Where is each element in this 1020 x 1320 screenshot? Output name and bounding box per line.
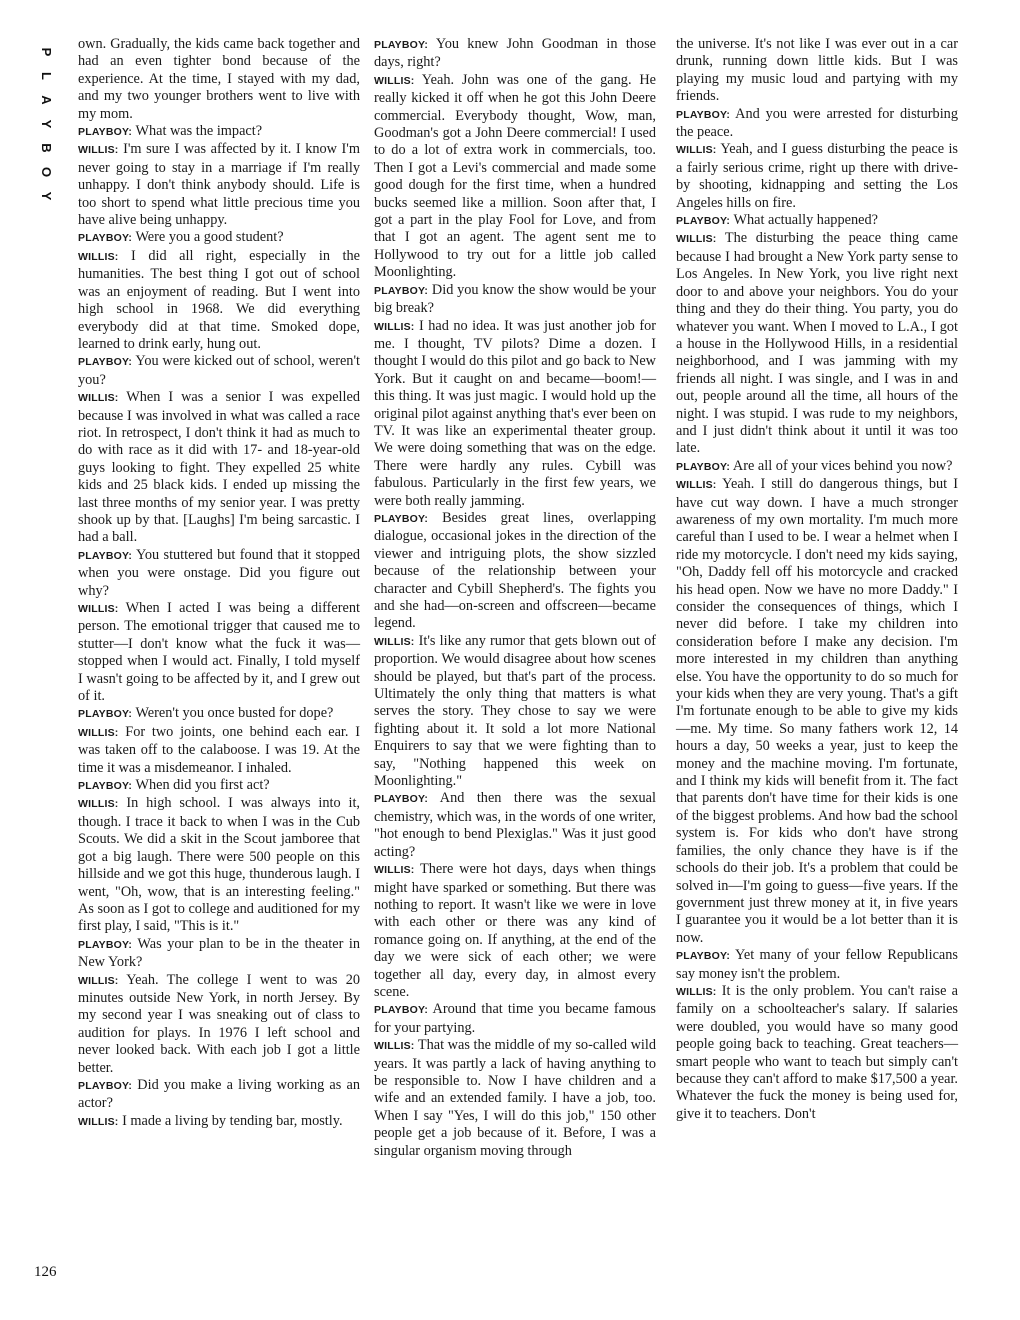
interview-paragraph bbox=[78, 936, 360, 972]
speaker-label-willis: WILLIS: bbox=[374, 864, 415, 877]
paragraph-text: I made a living by tending bar, mostly. bbox=[122, 1112, 343, 1129]
speaker-label-playboy: PLAYBOY: bbox=[676, 460, 731, 473]
paragraph-text: When did you first act? bbox=[135, 777, 270, 794]
text-column-2 bbox=[374, 36, 656, 1160]
interview-paragraph bbox=[78, 123, 360, 141]
interview-paragraph bbox=[676, 212, 958, 230]
speaker-label-playboy: PLAYBOY: bbox=[78, 232, 133, 245]
paragraph-text: I did all right, especially in the humanities. The best thing I got out of school was an enjoyment of reading. But I went into high school in 1968. We did everything everybody did at that time. Smoked dope, learned to drink early, hung out. bbox=[78, 247, 361, 352]
speaker-label-willis: WILLIS: bbox=[78, 144, 119, 157]
paragraph-text: Did you make a living working as an actor? bbox=[78, 1076, 360, 1112]
paragraph-text: Yeah, and I guess disturbing the peace is a fairly serious crime, right up there with drive-by shooting, kidnapping and setting the Los Angeles hills on fire. bbox=[676, 141, 958, 211]
paragraph-text: Around that time you became famous for your partying. bbox=[374, 1001, 656, 1036]
speaker-label-willis: WILLIS: bbox=[374, 1040, 415, 1053]
paragraph-text: Did you know the show would be your big break? bbox=[374, 281, 656, 317]
speaker-label-playboy: PLAYBOY: bbox=[78, 549, 133, 562]
interview-paragraph bbox=[676, 476, 958, 947]
interview-paragraph bbox=[374, 318, 656, 510]
paragraph-text: In high school. I was always into it, though. I trace it back to when I was in the Cub Scouts. We did a skit in the Scout jamboree that got a big laugh. There were 500 people on this hillside and we got this huge, thunderous laugh. I went, "Oh, wow, that is an interesting feeling." As soon as I got to college and auditioned for my first play, I said, "This is it." bbox=[78, 795, 361, 935]
speaker-label-willis: WILLIS: bbox=[374, 74, 415, 87]
interview-paragraph bbox=[78, 972, 360, 1077]
interview-paragraph bbox=[78, 353, 360, 389]
interview-paragraph bbox=[374, 72, 656, 282]
interview-paragraph bbox=[78, 1077, 360, 1113]
paragraph-text: What was the impact? bbox=[135, 123, 263, 140]
magazine-spine-label bbox=[34, 40, 58, 208]
speaker-label-playboy: PLAYBOY: bbox=[78, 1079, 133, 1092]
interview-paragraph bbox=[676, 36, 958, 106]
interview-paragraph bbox=[676, 983, 958, 1123]
paragraph-text: Was your plan to be in the theater in New York? bbox=[78, 935, 360, 971]
speaker-label-willis: WILLIS: bbox=[78, 392, 119, 405]
speaker-label-playboy: PLAYBOY: bbox=[78, 708, 133, 721]
text-column-3 bbox=[676, 36, 958, 1123]
paragraph-text: Yeah. I still do dangerous things, but I have cut way down. I have a much stronger awareness of my own mortality. I'm much more careful than I used to be. I wear a helmet when I ride my motorcycle. I don't need my kids saying, "Oh, Daddy fell off his motorcycle and cracked his head open. Now we have no more Daddy." I consider the consequences of things, which I never did before. I take my children into consideration before I make any decision. I'm more interested in my children than anything else. You have the opportunity to do so much for your kids when they are very young. That's a gift I'm fortunate enough to be able to give my kids—me. My time. So many fathers work 12, 14 hours a day, 50 weeks a year, just to keep the money and the machine moving. I'm fortunate, and I think my kids will benefit from it. The fact that parents don't have time for their kids is one of the biggest problems. And how bad the school system is. For kids who don't have strong families, the only chance they have is if the schools do their job. It's a problem that could be solved in—I'm going to guess—five years. If the government just threw money at it, in five years I guarantee you it would be a lot better than it is now. bbox=[676, 476, 959, 946]
paragraph-text: You knew John Goodman in those days, right? bbox=[374, 36, 656, 71]
speaker-label-willis: WILLIS: bbox=[78, 974, 119, 987]
paragraph-text: It is the only problem. You can't raise a family on a schoolteacher's salary. If salaries were doubled, you would have so many good people going back to teaching. Great teachers—smart people who want to teach but simply can't because they can't afford to make $17,500 a year. Whatever the fuck the money is being used for, give it to teachers. Don't bbox=[676, 982, 958, 1122]
paragraph-text: the universe. It's not like I was ever out in a car drunk, running down little kids. But I was playing my music loud and partying with my friends. bbox=[676, 36, 958, 105]
speaker-label-playboy: PLAYBOY: bbox=[676, 215, 731, 228]
speaker-label-willis: WILLIS: bbox=[676, 144, 717, 157]
interview-paragraph bbox=[78, 229, 360, 247]
paragraph-text: I'm sure I was affected by it. I know I'm never going to stay in a marriage if I'm really unhappy. I don't think anybody should. Life is too short to spend what little precious time you have alive being unhappy. bbox=[78, 141, 361, 229]
interview-paragraph bbox=[676, 230, 958, 457]
speaker-label-playboy: PLAYBOY: bbox=[374, 793, 429, 806]
interview-paragraph bbox=[78, 705, 360, 723]
paragraph-text: And then there was the sexual chemistry, which was, in the words of one writer, "hot enough to bend Plexiglas." Was it just good acting? bbox=[374, 790, 656, 860]
speaker-label-playboy: PLAYBOY: bbox=[374, 512, 429, 525]
speaker-label-willis: WILLIS: bbox=[676, 985, 717, 998]
paragraph-text: What actually happened? bbox=[733, 212, 878, 229]
paragraph-text: There were hot days, days when things might have sparked or something. But there was nothing to report. It wasn't like we were in love with each other or there was any kind of romance going on. If anything, at the end of the day we were sick of each other; we were together all day, every day, in almost every scene. bbox=[374, 861, 656, 1000]
speaker-label-playboy: PLAYBOY: bbox=[78, 356, 133, 369]
speaker-label-willis: WILLIS: bbox=[78, 250, 119, 263]
speaker-label-playboy: PLAYBOY: bbox=[374, 284, 429, 297]
interview-paragraph bbox=[374, 861, 656, 1001]
paragraph-text: Are all of your vices behind you now? bbox=[732, 457, 953, 474]
speaker-label-playboy: PLAYBOY: bbox=[676, 950, 731, 963]
speaker-label-playboy: PLAYBOY: bbox=[78, 938, 133, 951]
interview-paragraph bbox=[78, 795, 360, 935]
interview-paragraph bbox=[374, 1037, 656, 1160]
speaker-label-willis: WILLIS: bbox=[374, 635, 415, 648]
interview-paragraph bbox=[676, 141, 958, 212]
paragraph-text: You stuttered but found that it stopped when you were onstage. Did you figure out why? bbox=[78, 546, 360, 599]
speaker-label-playboy: PLAYBOY: bbox=[676, 108, 731, 121]
interview-paragraph bbox=[78, 36, 360, 123]
speaker-label-willis: WILLIS: bbox=[78, 1115, 119, 1128]
paragraph-text: Yeah. The college I went to was 20 minutes outside New York, in north Jersey. By my second year I was sneaking out of class to audition for plays. In 1976 I left school and never looked back. With each job I got a little better. bbox=[78, 971, 361, 1076]
paragraph-text: Weren't you once busted for dope? bbox=[135, 705, 334, 722]
paragraph-text: For two joints, one behind each ear. I was taken off to the calaboose. I was 19. At the time it was a misdemeanor. I inhaled. bbox=[78, 723, 360, 776]
interview-paragraph bbox=[78, 1113, 360, 1131]
speaker-label-willis: WILLIS: bbox=[78, 726, 119, 739]
spine-letters: P L A Y B O Y bbox=[39, 47, 54, 201]
speaker-label-playboy: PLAYBOY: bbox=[374, 1004, 429, 1017]
paragraph-text: The disturbing the peace thing came because I had brought a New York party sense to Los Angeles. In New York, you live right next door to and above your neighbors. You do your thing and they do their thing. You party, you do whatever you want. When I moved to L.A., I got a house in the Hollywood Hills, in a residential neighborhood, and I was jamming with my friends all night. I was single, and I was in and out, people around all the time, all hours of the night. I was stupid. I was rude to my neighbors, and I just didn't think about it until it was too late. bbox=[676, 230, 958, 457]
interview-paragraph bbox=[374, 36, 656, 72]
speaker-label-playboy: PLAYBOY: bbox=[78, 126, 133, 139]
paragraph-text: I had no idea. It was just another job for me. I thought, TV pilots? Dime a dozen. I thought I would do this pilot and go back to New York. But it caught on and became—boom!—this thing. It was just magic. I would hold up the original pilot against anything that's ever been on TV. It was like an experimental theater group. We were doing something that was on the edge. There were hardly any rules. Cybill was fabulous. Particularly in the first few years, we were both really jamming. bbox=[374, 317, 656, 509]
interview-paragraph bbox=[78, 141, 360, 229]
speaker-label-willis: WILLIS: bbox=[676, 233, 717, 246]
interview-paragraph bbox=[676, 458, 958, 476]
interview-paragraph bbox=[374, 282, 656, 318]
text-column-1 bbox=[78, 36, 360, 1131]
interview-paragraph bbox=[374, 1001, 656, 1037]
speaker-label-willis: WILLIS: bbox=[676, 479, 717, 492]
paragraph-text: When I was a senior I was expelled because I was involved in what was called a race riot. In retrospect, I don't think it had as much to do with race as it did with 17- and 18-year-old guys looking to fight. They expelled 25 white kids and 25 black kids. I ended up missing the last three months of my senior year. I was pretty shook up by that. [Laughs] I'm being sarcastic. I had a ball. bbox=[78, 389, 360, 546]
interview-paragraph bbox=[78, 389, 360, 547]
interview-paragraph bbox=[78, 600, 360, 705]
interview-paragraph bbox=[374, 633, 656, 791]
interview-paragraph bbox=[78, 724, 360, 777]
paragraph-text: own. Gradually, the kids came back together and had an even tighter bond because of the experience. At the time, I stayed with my dad, and my two younger brothers went to live with my mom. bbox=[78, 36, 360, 122]
paragraph-text: When I acted I was being a different person. The emotional trigger that caused me to stutter—I don't know what the fuck it was—stopped when I would act. Finally, I told myself I wasn't going to be affected by it, and I grew out of it. bbox=[78, 600, 360, 705]
paragraph-text: And you were arrested for disturbing the peace. bbox=[676, 105, 958, 141]
paragraph-text: Besides great lines, overlapping dialogue, occasional jokes in the direction of the viewer and intriguing plots, the show sizzled because of the relationship between your character and Cybill Shepherd's. The fights you and she had—on-screen and offscreen—became legend. bbox=[374, 509, 657, 632]
page-number: 126 bbox=[34, 1264, 57, 1280]
speaker-label-playboy: PLAYBOY: bbox=[374, 39, 429, 51]
interview-paragraph bbox=[374, 510, 656, 633]
interview-paragraph bbox=[676, 106, 958, 142]
paragraph-text: You were kicked out of school, weren't you? bbox=[78, 353, 360, 388]
paragraph-text: Yet many of your fellow Republicans say money isn't the problem. bbox=[676, 947, 958, 982]
interview-paragraph bbox=[78, 547, 360, 600]
interview-paragraph bbox=[676, 947, 958, 983]
speaker-label-playboy: PLAYBOY: bbox=[78, 780, 133, 793]
paragraph-text: Were you a good student? bbox=[135, 229, 284, 246]
interview-paragraph bbox=[374, 790, 656, 861]
paragraph-text: That was the middle of my so-called wild years. It was partly a lack of having anything to be responsible to. Now I have children and a wife and an extended family. I have a job, too. When I say "Yes, I will do this job," 150 other people get a job because of it. Before, I was a singular organism moving through bbox=[374, 1037, 656, 1159]
speaker-label-willis: WILLIS: bbox=[78, 798, 119, 811]
interview-paragraph bbox=[78, 777, 360, 795]
paragraph-text: Yeah. John was one of the gang. He really kicked it off when he got this John Deere commercial. Everybody thought, Wow, man, Goodman's got a John Deere commercial! I used to do a lot of extra work in commercials, too. Then I got a Levi's commercial and made some good dough for the first time, when a hundred bucks seemed like a million. Soon after that, I got a part in the play Fool for Love, and from that I got an agent. The agent sent me to Hollywood to try out for a little job called Moonlighting. bbox=[374, 71, 657, 281]
paragraph-text: It's like any rumor that gets blown out of proportion. We would disagree about how scenes should be played, but that's part of the process. Ultimately the only thing that matters is what serves the story. They chose to say we were fighting about it. It sold a lot more National Enquirers to say that we were fighting than to say, "Nothing happened this week on Moonlighting." bbox=[374, 632, 656, 790]
speaker-label-willis: WILLIS: bbox=[78, 603, 119, 615]
interview-paragraph bbox=[78, 248, 360, 353]
speaker-label-willis: WILLIS: bbox=[374, 320, 415, 333]
